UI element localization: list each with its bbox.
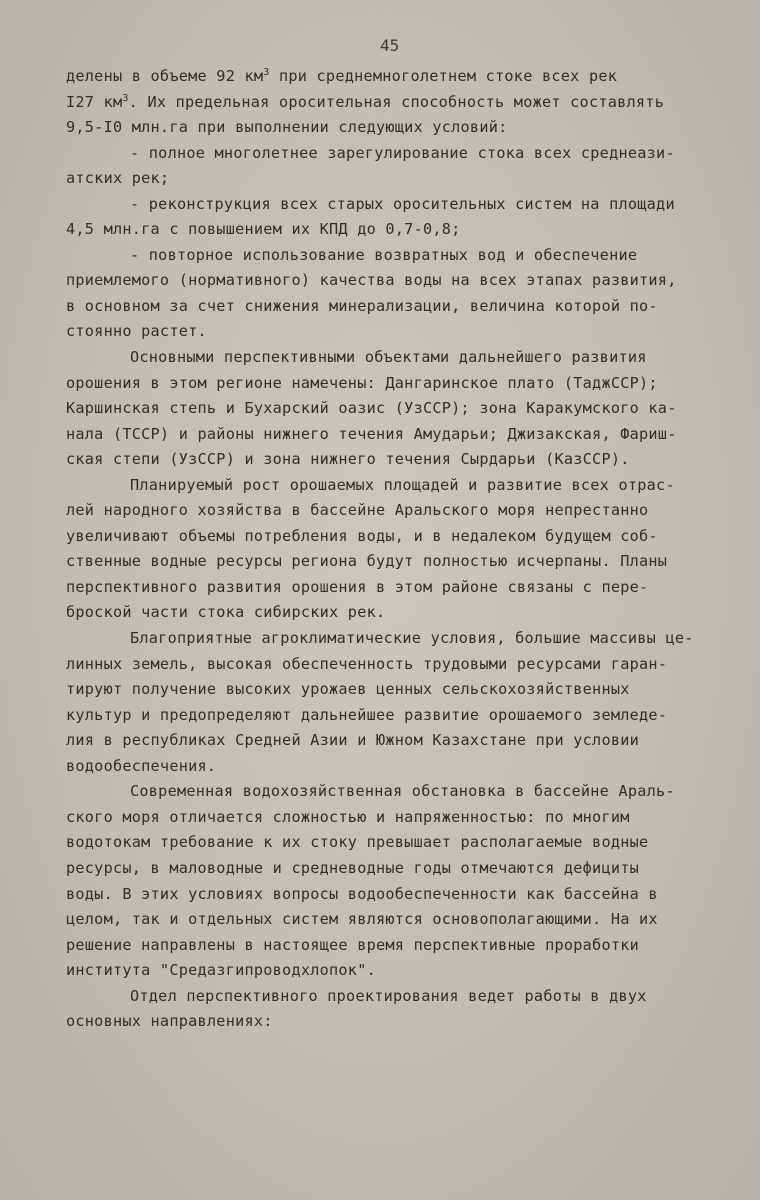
text-line-main: ского моря отличается сложностью и напряженностью: по многим <box>66 807 630 826</box>
text-line-main: Основными перспективными объектами дальнейшего развития <box>130 348 647 367</box>
text-line-main: Каршинская степь и Бухарский оазис (УзССР); зона Каракумского ка- <box>66 399 677 418</box>
text-line <box>66 600 726 626</box>
text-line <box>66 447 726 473</box>
text-line-main: - полное многолетнее зарегулирование стока всех среднеази- <box>130 143 675 162</box>
text-line-rest: . Их предельная оросительная способность может составлять <box>128 92 665 111</box>
text-line <box>66 779 726 805</box>
text-line <box>66 345 726 371</box>
text-line-main: нала (ТССР) и районы нижнего течения Амударьи; Джизакская, Фариш- <box>66 424 677 443</box>
text-line <box>66 933 726 959</box>
text-line-main: броской части стока сибирских рек. <box>66 603 386 622</box>
text-line-main: стоянно растет. <box>66 322 207 341</box>
text-line <box>66 524 726 550</box>
text-line-main: Отдел перспективного проектирования ведет работы в двух <box>130 986 647 1005</box>
text-line <box>66 90 726 116</box>
text-line-main: орошения в этом регионе намечены: Дангаринское плато (ТаджССР); <box>66 373 658 392</box>
text-line-main: 9,5-I0 млн.га при выполнении следующих условий: <box>66 118 508 137</box>
text-line-main: тируют получение высоких урожаев ценных сельскохозяйственных <box>66 680 630 699</box>
text-line <box>66 958 726 984</box>
text-line-main: ресурсы, в маловодные и средневодные годы отмечаются дефициты <box>66 858 640 877</box>
text-line-main: института "Средазгипроводхлопок". <box>66 961 376 980</box>
body-text <box>66 64 726 1035</box>
text-line-main: воды. В этих условиях вопросы водообеспеченности как бассейна в <box>66 884 658 903</box>
text-line-main: увеличивают объемы потребления воды, и в недалеком будущем соб- <box>66 526 658 545</box>
text-line <box>66 192 726 218</box>
text-line <box>66 115 726 141</box>
text-line <box>66 549 726 575</box>
superscript: 3 <box>263 67 270 78</box>
text-line <box>66 830 726 856</box>
text-line-main: лия в республиках Средней Азии и Южном Казахстане при условии <box>66 731 640 750</box>
text-line-main: атских рек; <box>66 169 170 188</box>
text-line-main: линных земель, высокая обеспеченность трудовыми ресурсами гаран- <box>66 654 668 673</box>
text-line <box>66 217 726 243</box>
text-line-main: решение направлены в настоящее время перспективные проработки <box>66 935 640 954</box>
text-line <box>66 703 726 729</box>
text-line <box>66 728 726 754</box>
text-line <box>66 319 726 345</box>
text-line <box>66 268 726 294</box>
text-line <box>66 575 726 601</box>
text-line-main: - повторное использование возвратных вод и обеспечение <box>130 245 638 264</box>
text-line <box>66 166 726 192</box>
text-line-main: лей народного хозяйства в бассейне Аральского моря непрестанно <box>66 501 649 520</box>
text-line <box>66 856 726 882</box>
text-line-main: приемлемого (нормативного) качества воды на всех этапах развития, <box>66 271 677 290</box>
page-number: 45 <box>380 36 400 55</box>
text-line-main: водообеспечения. <box>66 756 217 775</box>
text-line <box>66 473 726 499</box>
text-line-main: культур и предопределяют дальнейшее развитие орошаемого земледе- <box>66 705 668 724</box>
text-line-main: перспективного развития орошения в этом районе связаны с пере- <box>66 577 649 596</box>
text-line-main: 4,5 млн.га с повышением их КПД до 0,7-0,8; <box>66 220 461 239</box>
text-line-main: водотокам требование к их стоку превышает располагаемые водные <box>66 833 649 852</box>
text-line <box>66 626 726 652</box>
text-line-main: I27 км <box>66 92 123 111</box>
text-line <box>66 498 726 524</box>
text-line <box>66 882 726 908</box>
text-line <box>66 1009 726 1035</box>
text-line <box>66 371 726 397</box>
text-line-main: делены в объеме 92 км <box>66 67 264 85</box>
superscript: 3 <box>122 92 129 104</box>
text-line <box>66 984 726 1010</box>
text-line <box>66 294 726 320</box>
text-line-main: ская степи (УзССР) и зона нижнего течения Сырдарьи (КазССР). <box>66 450 630 469</box>
text-line-main: Благоприятные агроклиматические условия, большие массивы це- <box>130 629 694 648</box>
text-line <box>66 396 726 422</box>
text-line-main: основных направлениях: <box>66 1012 273 1031</box>
text-line <box>66 805 726 831</box>
text-line-main: в основном за счет снижения минерализации, величина которой по- <box>66 296 658 315</box>
text-line <box>66 141 726 167</box>
text-line <box>66 243 726 269</box>
text-line <box>66 64 726 90</box>
text-line-main: Современная водохозяйственная обстановка в бассейне Араль- <box>130 782 675 801</box>
text-line-rest: при среднемноголетнем стоке всех рек <box>269 67 618 85</box>
text-line <box>66 422 726 448</box>
text-line <box>66 907 726 933</box>
text-line <box>66 677 726 703</box>
text-line <box>66 754 726 780</box>
text-line <box>66 652 726 678</box>
text-line-main: целом, так и отдельных систем являются основополагающими. На их <box>66 910 658 929</box>
text-line-main: Планируемый рост орошаемых площадей и развитие всех отрас- <box>130 475 675 494</box>
text-line-main: ственные водные ресурсы региона будут полностью исчерпаны. Планы <box>66 552 668 571</box>
text-line-main: - реконструкция всех старых оросительных систем на площади <box>130 194 675 213</box>
